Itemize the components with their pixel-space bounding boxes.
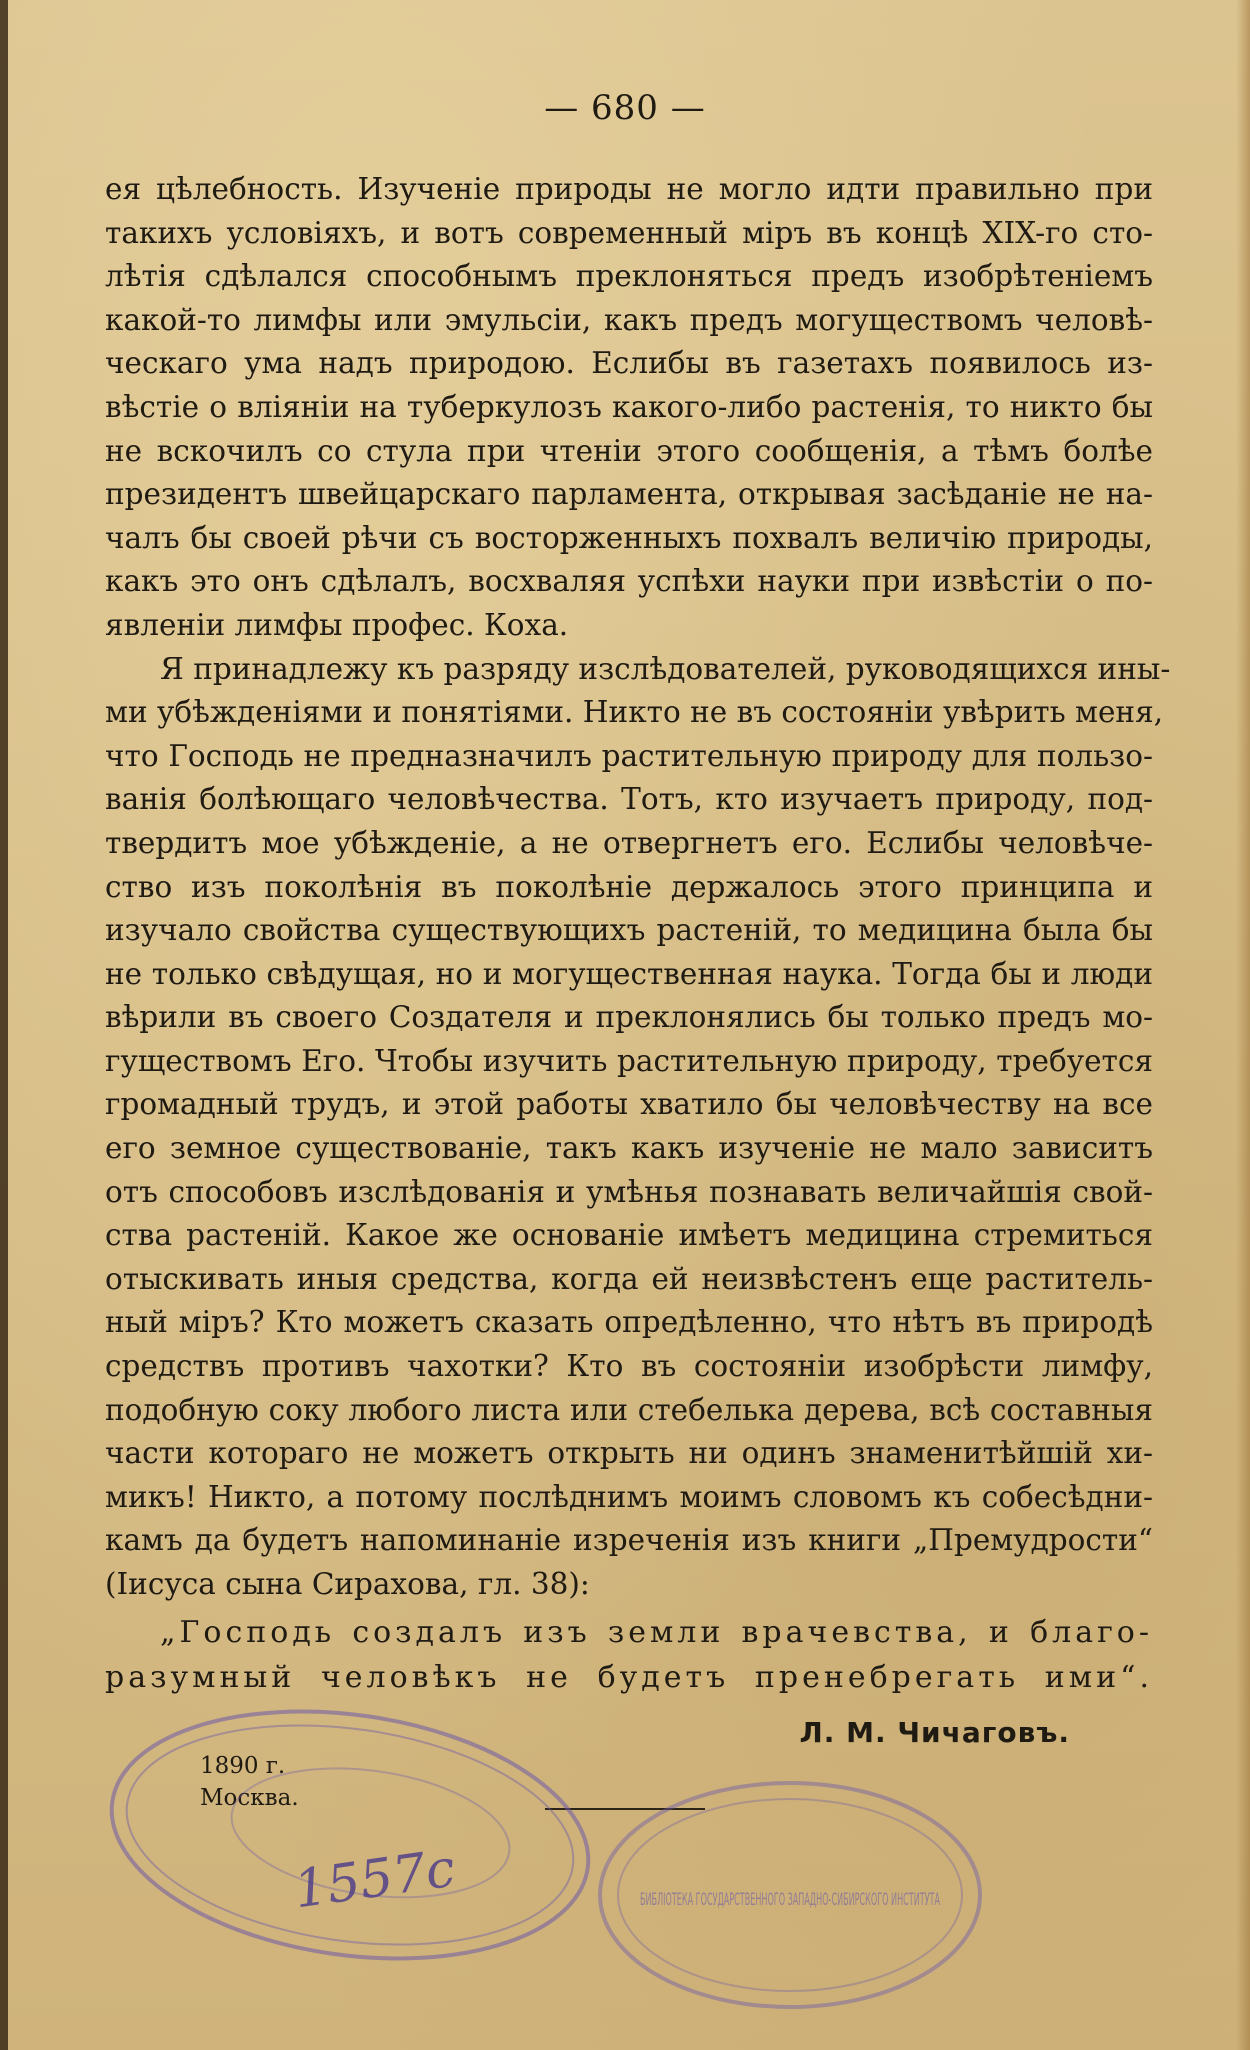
stamp-text: БИБЛІОТЕКА ГОСУДАРСТВЕННОГО ЗАПАДНО-СИБИРСКОГО ИНСТИТУТА: [640, 1890, 941, 1910]
text-line: вѣстіе о вліяніи на туберкулозъ какого-либо растенія, то никто бы: [105, 389, 1153, 424]
text-line: средствъ противъ чахотки? Кто въ состояніи изобрѣсти лимфу,: [105, 1349, 1153, 1384]
text-line: части котораго не можетъ открыть ни одинъ знаменитѣйшій хи-: [105, 1436, 1153, 1471]
text-line: такихъ условіяхъ, и вотъ современный міръ въ концѣ XIX-го сто-: [105, 215, 1153, 250]
text-line: не только свѣдущая, но и могущественная наука. Тогда бы и люди: [105, 956, 1153, 991]
body-text: [105, 168, 1171, 1607]
library-stamp-left: [100, 1700, 600, 1970]
text-line: не вскочилъ со стула при чтеніи этого сообщенія, а тѣмъ болѣе: [105, 433, 1153, 468]
text-line: какой-то лимфы или эмульсіи, какъ предъ могуществомъ человѣ-: [105, 302, 1153, 337]
page-number: — 680 —: [544, 88, 706, 128]
quote-line: разумный человѣкъ не будетъ пренебрегать ими“.: [105, 1660, 1153, 1695]
text-line: лѣтія сдѣлался способнымъ преклоняться предъ изобрѣтеніемъ: [105, 259, 1153, 294]
date-year: 1890 г.: [200, 1753, 286, 1779]
text-line: гуществомъ Его. Чтобы изучить растительную природу, требуется: [105, 1043, 1153, 1078]
author-signature: Л. М. Чичаговъ.: [799, 1716, 1070, 1749]
text-line: ея цѣлебность. Изученіе природы не могло идти правильно при: [105, 172, 1153, 206]
text-line: явленіи лимфы профес. Коха.: [105, 607, 569, 642]
quotation: [105, 1610, 1153, 1700]
text-line: ческаго ума надъ природою. Еслибы въ газетахъ появилось из-: [105, 346, 1153, 381]
text-line: изучало свойства существующихъ растеній, то медицина была бы: [105, 913, 1153, 948]
text-line: президентъ швейцарскаго парламента, открывая засѣданіе не на-: [105, 477, 1153, 512]
text-line: ванія болѣющаго человѣчества. Тотъ, кто изучаетъ природу, под-: [105, 782, 1153, 817]
text-line: громадный трудъ, и этой работы хватило бы человѣчеству на все: [105, 1087, 1153, 1122]
stamp-inventory-number: 1557с: [290, 1838, 459, 1921]
text-line: подобную соку любого листа или стебелька дерева, всѣ составныя: [105, 1392, 1153, 1427]
text-line: ный міръ? Кто можетъ сказать опредѣленно, что нѣтъ въ природѣ: [105, 1305, 1153, 1340]
text-line: его земное существованіе, такъ какъ изученіе не мало зависитъ: [105, 1131, 1153, 1166]
text-line: отыскивать иныя средства, когда ей неизвѣстенъ еще раститель-: [105, 1261, 1153, 1296]
text-line: ства растеній. Какое же основаніе имѣетъ медицина стремиться: [105, 1218, 1153, 1253]
text-line: (Іисуса сына Сирахова, гл. 38):: [105, 1567, 590, 1601]
text-line: что Господь не предназначилъ растительную природу для пользо-: [105, 738, 1153, 773]
date-city: Москва.: [200, 1785, 299, 1811]
text-line: какъ это онъ сдѣлалъ, восхваляя успѣхи науки при извѣстіи о по-: [105, 564, 1153, 599]
library-stamp-right: [590, 1770, 990, 2020]
text-line: ство изъ поколѣнія въ поколѣніе держалось этого принципа и: [105, 869, 1153, 904]
text-line: чалъ бы своей рѣчи съ восторженныхъ похвалъ величію природы,: [105, 520, 1153, 555]
page-left-edge: [0, 0, 8, 2050]
text-line: ми убѣжденіями и понятіями. Никто не въ состояніи увѣрить меня,: [105, 695, 1164, 730]
text-line: вѣрили въ своего Создателя и преклонялись бы только предъ мо-: [105, 1000, 1153, 1035]
text-line: твердитъ мое убѣжденіе, а не отвергнетъ его. Еслибы человѣче-: [105, 825, 1153, 860]
page-right-edge: [1236, 0, 1250, 2050]
text-line: отъ способовъ изслѣдованія и умѣнья познавать величайшія свой-: [105, 1174, 1153, 1209]
quote-line: „Господь создалъ изъ земли врачевства, и благо-: [160, 1615, 1153, 1650]
text-line: Я принадлежу къ разряду изслѣдователей, руководящихся ины-: [160, 651, 1171, 686]
text-line: микъ! Никто, а потому послѣднимъ моимъ словомъ къ собесѣдни-: [105, 1479, 1153, 1514]
text-line: камъ да будетъ напоминаніе изреченія изъ книги „Премудрости“: [105, 1523, 1153, 1558]
